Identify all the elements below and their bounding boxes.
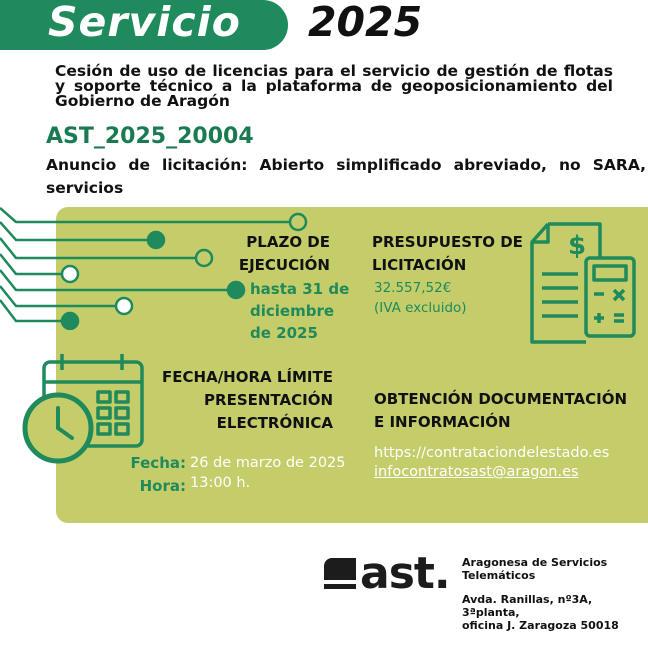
fecha-limite-title-line1: FECHA/HORA LÍMITE xyxy=(162,368,333,386)
hora-label: Hora: xyxy=(139,477,186,495)
fecha-value: 26 de marzo de 2025 xyxy=(190,455,346,471)
presupuesto-title xyxy=(372,231,532,277)
fecha-limite-title-line3: ELECTRÓNICA xyxy=(216,414,333,432)
tender-announcement: Anuncio de licitación: Abierto simplificado abreviado, no SARA, servicios xyxy=(46,156,646,197)
organization-address xyxy=(462,593,642,632)
org-name-line1: Aragonesa de Servicios xyxy=(462,556,608,569)
calendar-clock-icon xyxy=(18,352,148,464)
org-addr-line2: oficina J. Zaragoza 50018 xyxy=(462,619,619,632)
org-addr-line1: Avda. Ranillas, nº3A, 3ªplanta, xyxy=(462,593,593,619)
hora-value: 13:00 h. xyxy=(190,475,251,491)
tender-reference: AST_2025_20004 xyxy=(46,124,254,149)
fecha-label: Fecha: xyxy=(130,454,186,472)
obtencion-title-line2: E INFORMACIÓN xyxy=(374,413,511,431)
fecha-limite-title xyxy=(150,366,333,435)
banner-title: Servicio xyxy=(48,0,241,46)
organization-name xyxy=(462,556,642,582)
presupuesto-title-line1: PRESUPUESTO DE xyxy=(372,233,523,251)
plazo-value-line2: diciembre xyxy=(250,302,335,320)
plazo-value-line3: de 2025 xyxy=(250,324,318,342)
obtencion-title-line1: OBTENCIÓN DOCUMENTACIÓN xyxy=(374,390,628,408)
obtencion-email-link[interactable]: infocontratosast@aragon.es xyxy=(374,464,579,480)
ast-logo-icon xyxy=(322,556,358,590)
calculator-document-icon xyxy=(528,222,638,344)
obtencion-url-link[interactable]: https://contrataciondelestado.es xyxy=(374,445,610,461)
plazo-title xyxy=(202,231,330,277)
plazo-value xyxy=(250,278,350,344)
header-year: 2025 xyxy=(308,0,423,46)
plazo-title-line2: EJECUCIÓN xyxy=(238,256,330,274)
presupuesto-note: (IVA excluido) xyxy=(374,300,467,316)
org-name-line2: Telemáticos xyxy=(462,569,536,582)
fecha-limite-title-line2: PRESENTACIÓN xyxy=(204,391,333,409)
tender-description: Cesión de uso de licencias para el servicio de gestión de flotas y soporte técnico a la plataforma de geoposicionamiento del Gobierno de Aragón xyxy=(55,62,613,110)
presupuesto-title-line2: LICITACIÓN xyxy=(372,256,467,274)
plazo-title-line1: PLAZO DE xyxy=(246,233,330,251)
ast-logo-text: ast. xyxy=(360,548,450,599)
plazo-value-line1: hasta 31 de xyxy=(250,280,350,298)
obtencion-title xyxy=(374,388,644,434)
svg-text:$: $ xyxy=(568,231,587,261)
presupuesto-amount: 32.557,52€ xyxy=(374,280,452,296)
